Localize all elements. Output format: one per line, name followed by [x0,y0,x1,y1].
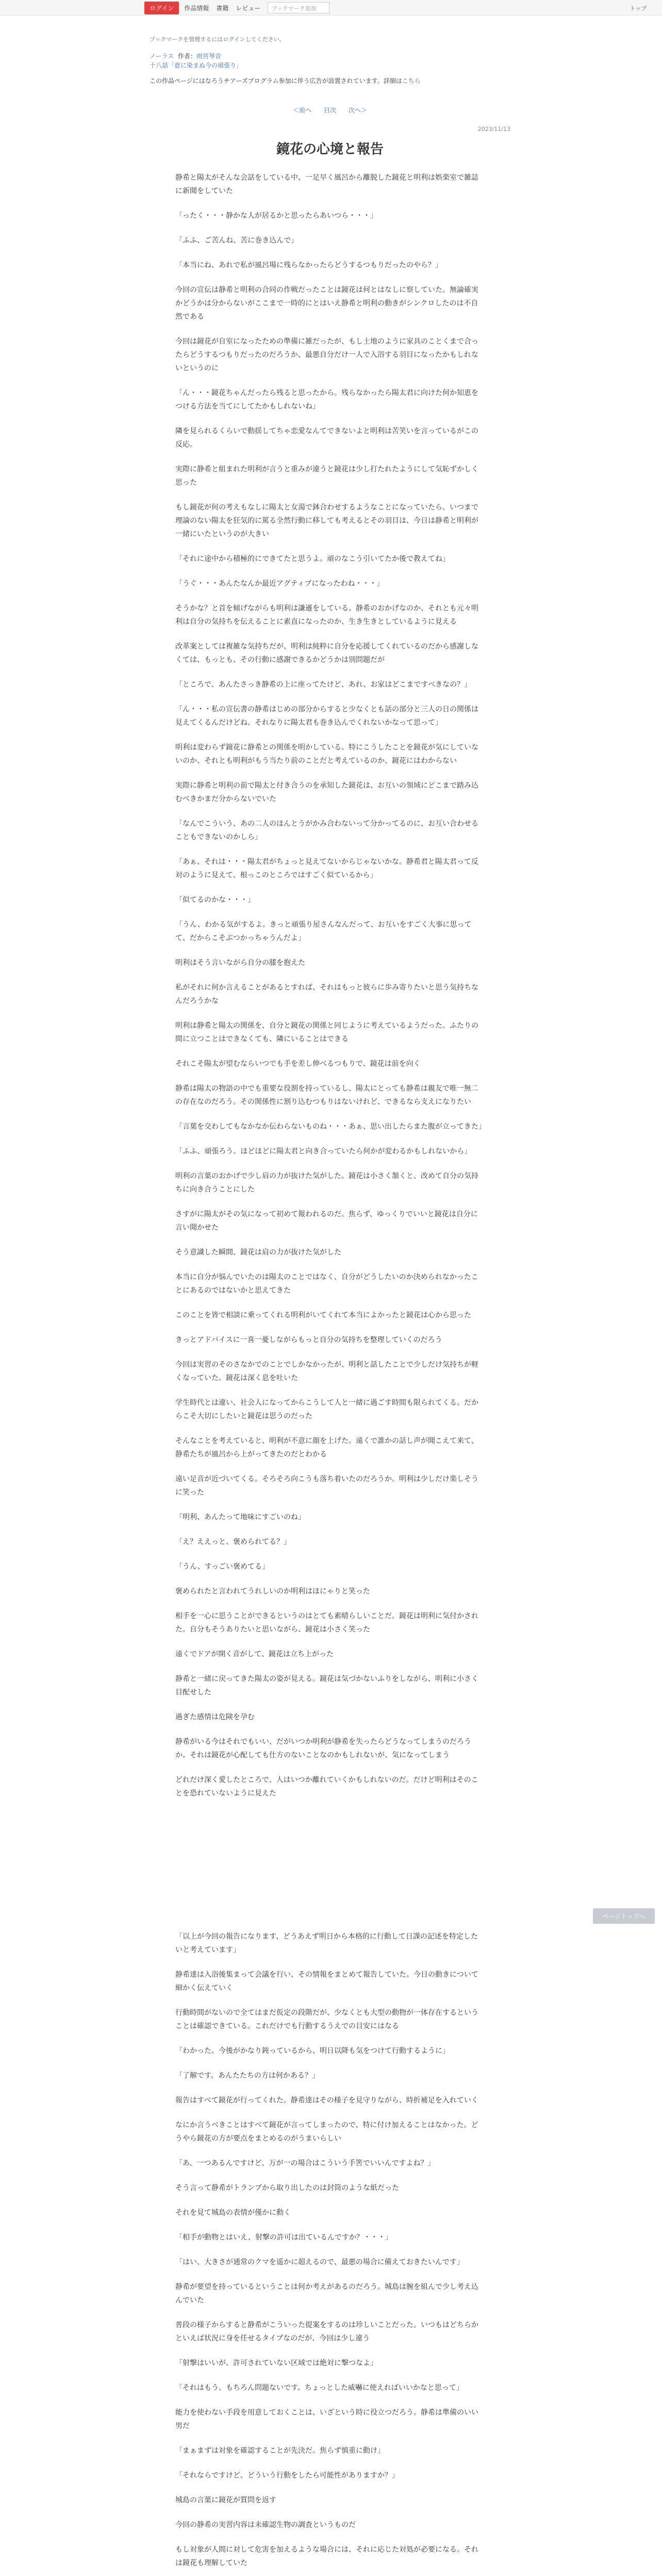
body-paragraph: 今回は鏡花が自室になったための準備に雑だったが、もし土地のように家具のことくまで合ったらどうするつもりだったのだろうか、最悪自分だけ一人で入浴する羽目になったかもしれないというのに [175,337,478,372]
body-paragraph: 明利は静希と陽太の関係を、自分と鏡花の関係と同じように考えているようだった。ふたりの間に立つことはできなくても、隣にいることはできる [175,1022,478,1043]
bookmark-add-button[interactable]: ブックマーク追加 [268,2,329,13]
body-paragraph: 「え？ええっと、褒められてる？」 [175,1538,291,1546]
body-paragraph: 静希と陽太がそんな会話をしている中、一足早く風呂から離脱した鏡花と明利は娯楽室で雑誌に新聞をしていた [175,174,478,195]
body-paragraph: 今回の宣伝は静希と明利の合同の作戦だったことは鏡花は何とはなしに察していた。無論確実かどうかは分からないがここまで一時的にとはいえ静希と明利の動きがシンクロしたのは不自然である [175,286,478,321]
ad-warning-text: この作品ページにはなろうチアーズプログラム参加に伴う広告が設置されています。詳細は [150,77,402,84]
body-paragraph: なにか言うべきことはすべて鏡花が言ってしまったので、特に付け加えることはなかった。どうやら鏡花の方が要点をまとめるのがうまいらしい [175,2121,478,2143]
body-paragraph: それこそ陽太が望むならいつでも手を差し伸べるつもりで、鏡花は前を向く [175,1060,421,1068]
body-paragraph: 「あ、一つあるんですけど、万が一の場合はこういう手筈でいいんですよね？」 [175,2159,435,2167]
body-paragraph: 「ったく・・・静かな人が居るかと思ったらあいつら・・・」 [175,212,377,220]
body-paragraph: 明利は変わらず鏡花に静希との関係を明かしている。特にこうしたことを鏡花が気にしていないのか、それとも明利がもう当たり前のことだと考えているのか、鏡花にはわからない [175,743,478,765]
body-paragraph: 「ん・・・鏡花ちゃんだったら残ると思ったから。残らなかったら陽太君に向けた何か知恵をつける方法を当てにしてたかもしれないね」 [175,389,478,411]
nav-link-books[interactable]: 書籍 [216,4,229,12]
nav-link-review[interactable]: レビュー [236,4,261,12]
body-paragraph: 「射撃はいいが、許可されていない区域では絶対に撃つなよ」 [175,2359,377,2367]
body-paragraph: 静希と一緒に戻ってきた陽太の姿が見える。鏡花は気づかないふりをしながら、明利に小さく目配せした [175,1675,478,1697]
ad-warning-link[interactable]: こちら [402,77,421,84]
body-paragraph: 「ふふ、頑張ろう。ほどほどに陽太君と向き合っていたら何かが変わるかもしれないから」 [175,1147,472,1156]
body-paragraph: 「それに途中から積極的にできてたと思うよ。頑のなこう引いてたか後で教えてね」 [175,555,450,563]
body-paragraph: 本当に自分が悩んでいたのは陽太のことではなく、自分がどうしたいのか決められなかったことにあるのではないかと思えてきた [175,1273,478,1295]
body-paragraph: 褒められたと言われてうれしいのか明利はほにゃりと笑った [175,1587,370,1596]
main-content [150,15,510,2576]
body-paragraph: そう言って静希がトランプから取り出したのは封筒のような紙だった [175,2184,399,2192]
body-paragraph: 「似てるのかな・・・」 [175,896,255,904]
body-paragraph: 静希がいる今はそれでもいい、だがいつか明利が静希を失ったらどうなってしまうのだろうか。それは鏡花が心配しても仕方のないことなのかもしれないが、気になってしまう [175,1738,471,1759]
body-paragraph: 「相手が動物とはいえ、射撃の許可は出ているんですか？・・・」 [175,2233,392,2242]
body-paragraph: 「ん・・・私の宣伝書の静希はじめの部分からすると少なくとも話の部分と三人の日の関係は見えてくるんだけどね、それなりに陽太君も巻き込んでくれないかなって思って」 [175,705,478,727]
body-paragraph: 過ぎた感情は危険を孕む [175,1713,255,1721]
body-paragraph: 私がそれに何か言えることがあるとすれば、それはもっと彼らに歩み寄りたいと思う気持ちなんだろうかな [175,984,478,1005]
pager [150,106,510,114]
body-paragraph: そんなことを考えていると、明利が不意に顔を上げた。遠くで誰かの話し声が聞こえて来て、静希たちが風呂から上がってきたのだとわかる [175,1437,478,1459]
ad-warning [150,76,510,85]
body-paragraph: 城島の言葉に鏡花が質問を返す [175,2496,276,2504]
top-navigation-bar [0,0,662,15]
body-paragraph: 「了解です。あんたたちの方は何かある？」 [175,2072,319,2080]
body-paragraph: 「ところで、あんたさっき静希の上に座ってたけど、あれ、お家はどこまですべきなの？」 [175,681,472,689]
publish-date: 2023/11/13 [477,126,510,132]
login-button[interactable]: ログイン [144,2,179,14]
author-label: 作者： [177,53,196,60]
body-paragraph: 普段の様子からすると静希がこういった提案をするのは珍しいことだった。いつもはどちらかといえば状況に身を任せるタイプなのだが、今回は少し違う [175,2321,478,2343]
body-paragraph: 「うぐ・・・あんたなんか最近アグティブになったわね・・・」 [175,580,384,588]
body-paragraph: 改革案としては複雑な気持ちだが、明利は純粋に自分を応援してくれているのだから感謝しなくては、もっとも、その行動に感謝できるかどうかは別問題だが [175,642,478,664]
body-paragraph: 明利はそう言いながら自分の膝を抱えた [175,959,305,967]
body-paragraph: 静希が要望を持っているということは何か考えがあるのだろう。城島は腕を組んで少し考え込んでいた [175,2283,478,2304]
login-notice [150,35,510,43]
prev-link[interactable]: ＜前へ [293,107,312,114]
body-paragraph: もし鏡花が何の考えもなしに陽太と女湯で鉢合わせするようなことになっていたら、いつまで理論のない陽太を狂気的に罵る全然行動に移しても考えるとその羽目は、今日は静希と明利が一緒にいたというのが大きい [175,503,478,538]
chapter-body [150,171,510,2576]
body-paragraph: 「明利、あんたって地味にすごいのね」 [175,1513,305,1521]
body-paragraph: 実際に静希と明利の前で陽太と付き合うのを承知した鏡花は、お互いの領域にどこまで踏み込むべきかまだ分からないでいた [175,782,478,803]
body-paragraph: そう意識した瞬間、鏡花は肩の力が抜けた気がした [175,1248,341,1257]
body-paragraph: 遠くでドアが開く音がして、鏡花は立ち上がった [175,1650,334,1658]
body-paragraph: 「なんでこういう、あの二人のほんとうがかみ合わないって分かってるのに、お互い合わせることもできないのかしら」 [175,820,478,841]
body-paragraph: 相手を一心に思うことができるというのはとても素晴らしいことだ。鏡花は明利に気付かされた。自分もそうありたいと思いながら、鏡花は小さく笑った [175,1612,478,1634]
body-paragraph: 「ふふ、ご苦んね、苦に巻き込んで」 [175,236,299,245]
top-navigation-inner [144,2,329,14]
body-paragraph [175,1811,485,1930]
page-top-button[interactable]: ページトップへ [593,1908,655,1924]
body-paragraph: 学生時代とは違い、社会人になってからこうして人と一緒に過ごす時間も限られてくる。だからこそ大切にしたいと鏡花は思うのだった [175,1399,478,1420]
top-link[interactable]: トップ [630,5,647,12]
body-paragraph: 明利の言葉のおかげで少し肩の力が抜けた気がした。鏡花は小さく頷くと、改めて自分の気持ちに向き合うことにした [175,1172,478,1194]
body-paragraph: 「以上が今回の報告になります、どうあえず明日から本格的に行動して日課の記述を特定したいと考えています」 [175,1933,478,1954]
body-paragraph: もし対象が人間に対して危害を加えるような場合には、それに応じた対処が必要になる。それは鏡花も理解していた [175,2546,478,2567]
body-paragraph: 隣を見られるくらいで動揺してちゃ恋愛なんてできないよと明利は苦笑いを言っているがこの反応。 [175,427,478,449]
body-paragraph: 「うん、すっごい褒めてる」 [175,1563,269,1571]
body-paragraph: 「まぁまずは対象を確認することが先決だ。焦らず慎重に動け」 [175,2447,385,2455]
body-paragraph: 今回は実習のそのさなかでのことでしかなかったが、明利と話したことで少しだけ気持ちが軽くなっていた。鏡花は深く息を吐いた [175,1361,478,1382]
notice-login-link[interactable]: ログイン [223,36,245,43]
body-paragraph: 実際に静希と組まれた明利が言うと重みが違うと鏡花は少し打たれたようにして気恥ずかしく思った [175,465,478,487]
next-link[interactable]: 次へ＞ [348,107,367,114]
body-paragraph: 「わかった。今後がかなり鈍っているから、明日以降も気をつけて行動するように」 [175,2047,450,2055]
body-paragraph: 「あぁ、それは・・・陽太君がちょっと見えてないからじゃないかな。静希君と陽太君って反対のように見えて、根っこのところではすごく似ているから」 [175,858,478,879]
body-paragraph: 「うん、わかる気がするよ。きっと頑張り屋さんなんだって、お互いをすごく大事に思ってて、だからこそぶつかっちゃうんだよ」 [175,921,472,942]
chapter-title: 鏡花の心境と報告 [276,142,384,157]
index-link[interactable]: 目次 [323,107,336,114]
body-paragraph: 静希達は入浴後集まって会議を行い、その情報をまとめて報告していた。今日の動きについて細かく伝えていく [175,1971,478,1992]
nav-link-info[interactable]: 作品情報 [184,4,209,12]
body-paragraph: どれだけ深く愛したところで、人はいつか離れていくかもしれないのだ。だけど明利はそのことを恐れていないように見えた [175,1776,478,1798]
series-link[interactable]: ノーラス [150,53,174,60]
body-paragraph: それを見て城島の表情が僅かに動く [175,2209,291,2217]
body-paragraph: 「本当にね、あれで私が風呂場に残らなかったらどうするつもりだったのやら？」 [175,261,442,269]
author-link[interactable]: 雨宮琴音 [196,53,221,60]
body-paragraph: 「それならですけど、どういう行動をしたら可能性がありますか？」 [175,2471,399,2480]
body-paragraph: 報告はすべて鏡花が行ってくれた。静希達はその様子を見守りながら、時折補足を入れていく [175,2096,478,2105]
body-paragraph: きっとアドバイスに一喜一憂しながらもっと自分の気持ちを整理していくのだろう [175,1336,442,1344]
notice-text-tail: してください。 [245,36,285,43]
body-paragraph: 遠い足音が近づいてくる。そろそろ向こうも落ち着いたのだろうか。明利は少しだけ楽しそうに笑った [175,1475,478,1497]
body-paragraph: 静希は陽太の物語の中でも重要な役割を持っているし、陽太にとっても静希は親友で唯一無二の存在なのだろう。その関係性に割り込むつもりはないけれど、できるなら支えになりたい [175,1084,478,1106]
body-paragraph: 「言葉を交わしてもなかなか伝わらないものね・・・あぁ、思い出したらまた腹が立ってきた」 [175,1123,486,1131]
body-paragraph: 行動時間がないので全てはまだ仮定の段階だが、少なくとも大型の動物が一体存在するということは確認できている。これだけでも行動するうえでの目安にはなる [175,2009,478,2030]
body-paragraph: 能力を使わない手段を用意しておくことは、いざという時に役立つだろう。静希は準備のいい男だ [175,2409,478,2430]
body-paragraph: そうかな？と首を傾げながらも明利は謙遜をしている。静希のおかげなのか、それとも元々明利は自分の気持ちを伝えることに素直になったのか、生き生きとしているように見える [175,604,478,626]
notice-text: ブックマークを管理するには [150,36,223,43]
body-paragraph: 「それはもう、もちろん問題ないです。ちょっとした威嚇に使えればいいかなと思って」 [175,2384,464,2392]
body-paragraph: このことを皆で相談に乗ってくれる明利がいてくれて本当によかったと鏡花は心から思った [175,1311,471,1319]
body-paragraph: さすがに陽太がその気になって初めて報われるのだ。焦らず、ゆっくりでいいと鏡花は自分に言い聞かせた [175,1210,478,1232]
chapter-link[interactable]: 十八話「意に染まぬ今の頑張り」 [150,62,243,69]
body-paragraph: 今回の静希の実習内容は未確認生物の調査というものだ [175,2521,356,2529]
novel-meta [150,52,510,70]
body-paragraph: 「はい、大きさが通常のクマを遥かに超えるので、最悪の場合に備えておきたいんです」 [175,2258,464,2266]
